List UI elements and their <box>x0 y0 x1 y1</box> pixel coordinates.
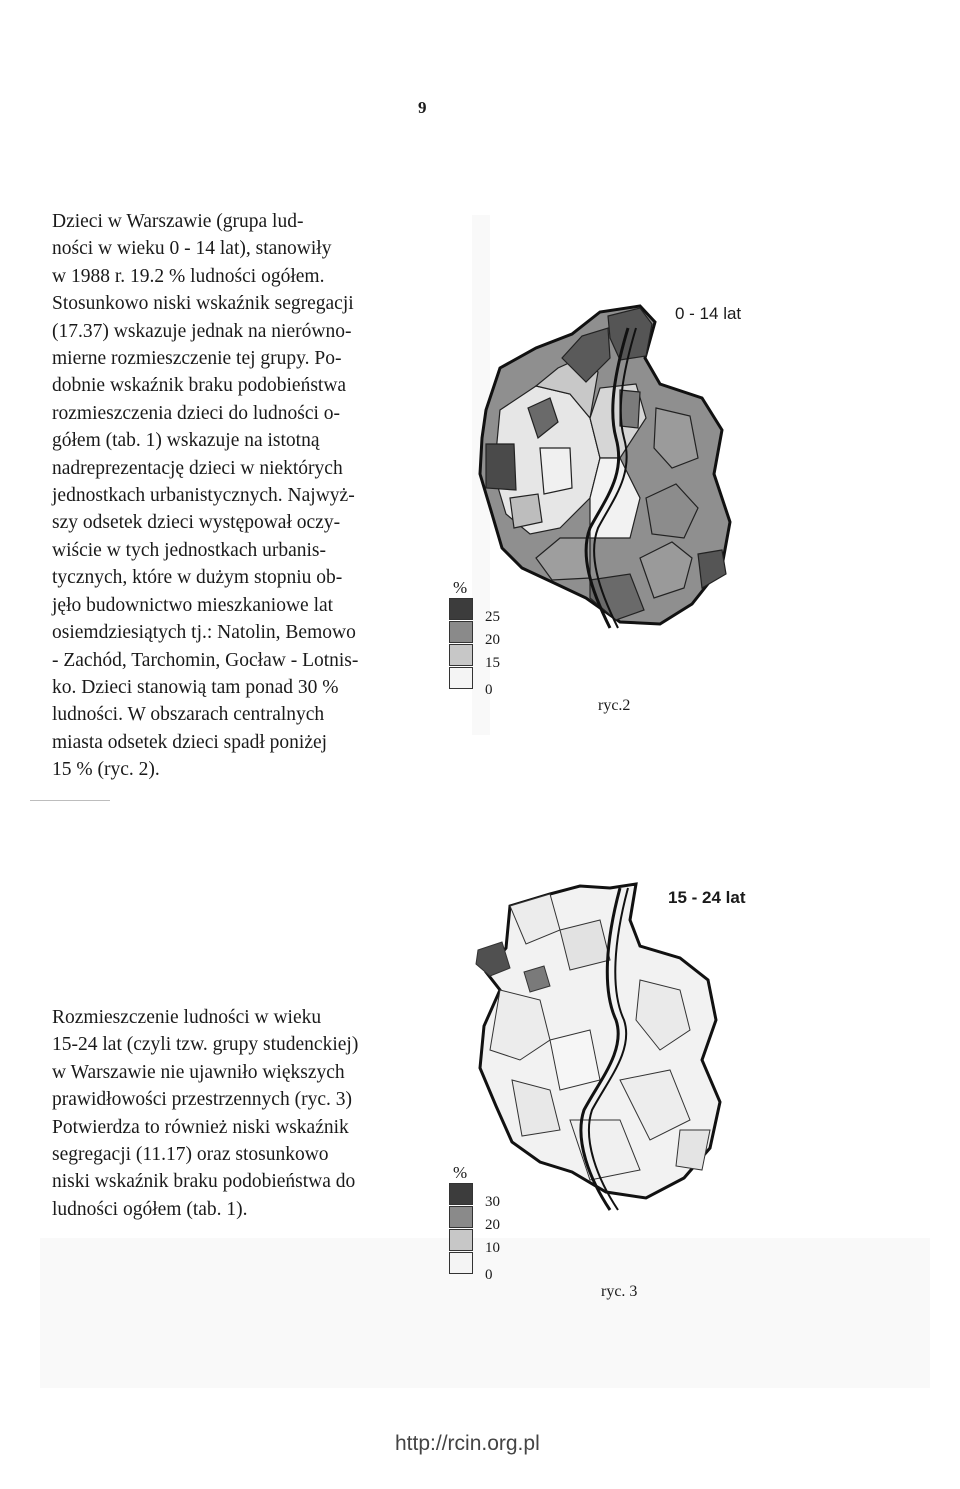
legend-value: 30 <box>485 1194 500 1210</box>
legend-swatch <box>449 1252 473 1274</box>
paragraph-children: Dzieci w Warszawie (grupa lud- ności w wieku 0 - 14 lat), stanowiły w 1988 r. 19.2 % ludności ogółem. Stosunkowo niski wskaźnik segregacji (17.37) wskazuje jednak na nierówno- mierne rozmieszczenie tej grupy. Po- dobnie wskaźnik braku podobieństwa rozmieszczenia dzieci do ludności o- gółem (tab. 1) wskazuje na istotną nadreprezentację dzieci w niektórych jednostkach urbanistycznych. Najwyż- szy odsetek dzieci występował oczy- wiście w tych jednostkach urbanis- tycznych, które w dużym stopniu ob- jęło budownictwo mieszkaniowe lat osiemdziesiątych tj.: Natolin, Bemowo - Zachód, Tarchomin, Gocław - Lotnis- ko. Dzieci stanowią tam ponad 30 % ludności. W obszarach centralnych miasta odsetek dzieci spadł poniżej 15 % (ryc. 2). <box>52 211 359 781</box>
legend-swatch <box>449 644 473 666</box>
paragraph-students: Rozmieszczenie ludności w wieku 15-24 lat (czyli tzw. grupy studenckiej) w Warszawie nie ujawniło większych prawidłowości przestrzennych (ryc. 3) Potwierdza to również niski wskaźnik segregacji (11.17) oraz stosunkowo niski wskaźnik braku podobieństwa do ludności ogółem (tab. 1). <box>52 1007 359 1220</box>
legend-swatch <box>449 667 473 689</box>
map-warsaw-students <box>440 880 770 1215</box>
figure-caption-2: ryc.2 <box>598 697 631 714</box>
legend-value: 15 <box>485 655 500 671</box>
legend-value: 0 <box>485 1267 493 1283</box>
map-title-children: 0 - 14 lat <box>675 304 742 323</box>
legend-value: 20 <box>485 632 500 648</box>
divider <box>30 800 110 801</box>
legend-swatch <box>449 1229 473 1251</box>
figure-caption-3: ryc. 3 <box>601 1283 638 1300</box>
map-title-students: 15 - 24 lat <box>668 888 746 907</box>
map-warsaw-children <box>440 298 770 638</box>
legend-value: 0 <box>485 682 493 698</box>
legend-unit: % <box>453 1163 468 1182</box>
bleed-through-bottom <box>40 1238 930 1388</box>
legend-children <box>449 578 500 698</box>
source-url: http://rcin.org.pl <box>395 1432 540 1455</box>
legend-swatch <box>449 598 473 620</box>
legend-unit: % <box>453 578 468 597</box>
legend-swatch <box>449 1206 473 1228</box>
legend-value: 25 <box>485 609 500 625</box>
legend-swatch <box>449 621 473 643</box>
legend-value: 20 <box>485 1217 500 1233</box>
legend-students <box>449 1163 500 1283</box>
legend-swatch <box>449 1183 473 1205</box>
legend-value: 10 <box>485 1240 500 1256</box>
page-number: 9 <box>418 98 427 117</box>
